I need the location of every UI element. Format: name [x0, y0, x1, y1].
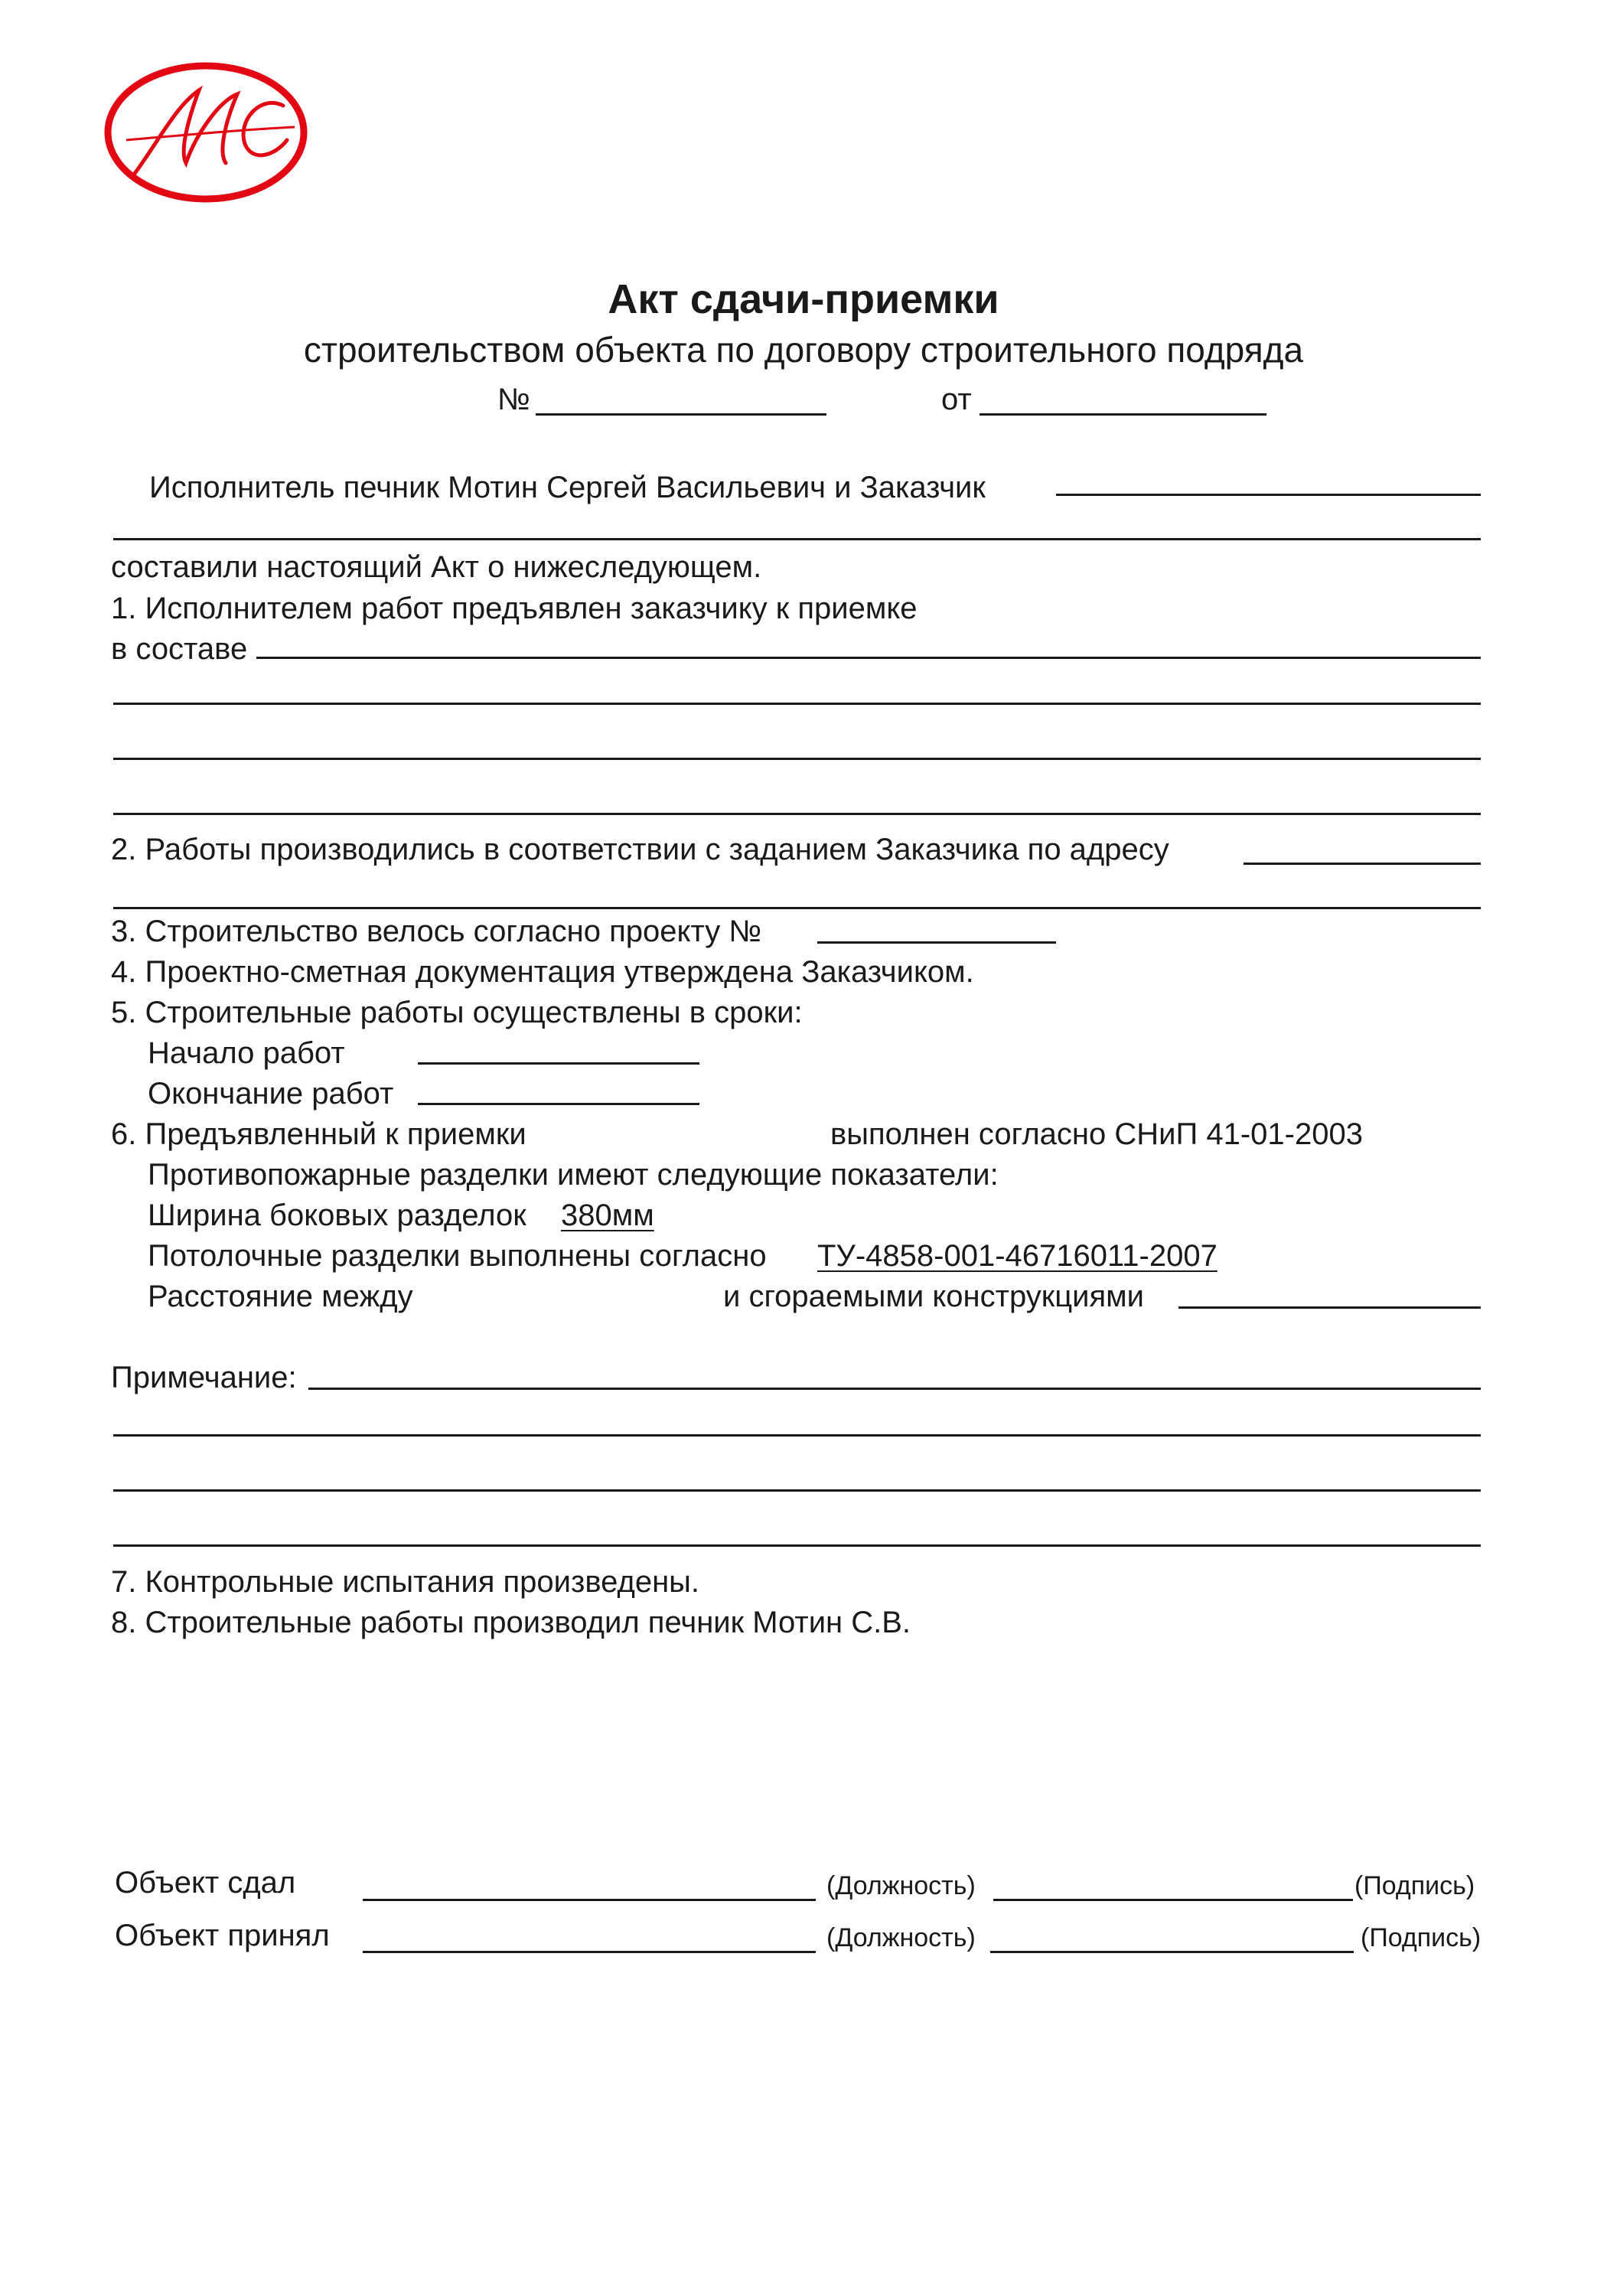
address-line [1244, 863, 1481, 865]
composition-line-1 [256, 657, 1481, 659]
end-date-line [418, 1103, 699, 1105]
item-5: 5. Строительные работы осуществлены в сроки: [111, 996, 803, 1029]
item-3: 3. Строительство велось согласно проекту № [111, 915, 762, 948]
handed-over-signature-caption: (Подпись) [1354, 1871, 1475, 1900]
handed-over-position-caption: (Должность) [826, 1871, 976, 1900]
accepted-position-line [363, 1951, 816, 1953]
start-date-line [418, 1062, 699, 1065]
note-line-3 [113, 1489, 1481, 1492]
composition-line-4 [113, 813, 1481, 815]
distance-label-b: и сгораемыми конструкциями [723, 1280, 1145, 1313]
number-line [536, 413, 826, 416]
number-label: № [497, 383, 530, 416]
side-width-value: 380мм [561, 1199, 654, 1232]
note-label: Примечание: [111, 1361, 297, 1394]
distance-line [1178, 1306, 1481, 1309]
item-1-line-2: в составе [111, 632, 248, 666]
handed-over-position-line [363, 1899, 816, 1901]
note-line-4 [113, 1544, 1481, 1547]
company-logo [103, 60, 308, 205]
note-line-2 [113, 1434, 1481, 1437]
handed-over-label: Объект сдал [115, 1866, 296, 1900]
ceiling-label: Потолочные разделки выполнены согласно [148, 1239, 767, 1273]
item-6-a: 6. Предъявленный к приемки [111, 1117, 526, 1151]
customer-line [1056, 494, 1481, 496]
handed-over-signature-line [993, 1899, 1353, 1901]
accepted-position-caption: (Должность) [826, 1923, 976, 1952]
item-4: 4. Проектно-сметная документация утверждена Заказчиком. [111, 955, 974, 989]
date-line [980, 413, 1266, 416]
distance-label-a: Расстояние между [148, 1280, 413, 1313]
item-7: 7. Контрольные испытания произведены. [111, 1565, 700, 1599]
end-label: Окончание работ [148, 1077, 394, 1110]
address-line-2 [113, 907, 1481, 909]
document-title: Акт сдачи-приемки [608, 276, 999, 322]
date-label: от [941, 383, 972, 416]
accepted-signature-caption: (Подпись) [1361, 1923, 1482, 1952]
item-2: 2. Работы производились в соответствии с заданием Заказчика по адресу [111, 833, 1169, 866]
side-width-label: Ширина боковых разделок [148, 1199, 526, 1232]
ceiling-standard: ТУ-4858-001-46716011-2007 [817, 1239, 1217, 1273]
start-label: Начало работ [148, 1036, 345, 1070]
item-8: 8. Строительные работы производил печник Мотин С.В. [111, 1606, 911, 1639]
note-line-1 [308, 1388, 1481, 1390]
parties-text: Исполнитель печник Мотин Сергей Васильевич и Заказчик [149, 471, 986, 504]
accepted-label: Объект принял [115, 1919, 330, 1952]
composed-text: составили настоящий Акт о нижеследующем. [111, 550, 762, 584]
item-6-b: выполнен согласно СНиП 41-01-2003 [830, 1117, 1363, 1151]
composition-line-2 [113, 703, 1481, 705]
customer-line-2 [113, 538, 1481, 540]
composition-line-3 [113, 758, 1481, 760]
item-1-line-1: 1. Исполнителем работ предъявлен заказчику к приемке [111, 592, 918, 625]
fire-safety-text: Противопожарные разделки имеют следующие показатели: [148, 1158, 999, 1192]
project-number-line [817, 941, 1056, 944]
accepted-signature-line [990, 1951, 1354, 1953]
document-subtitle: строительством объекта по договору строительного подряда [303, 330, 1304, 370]
